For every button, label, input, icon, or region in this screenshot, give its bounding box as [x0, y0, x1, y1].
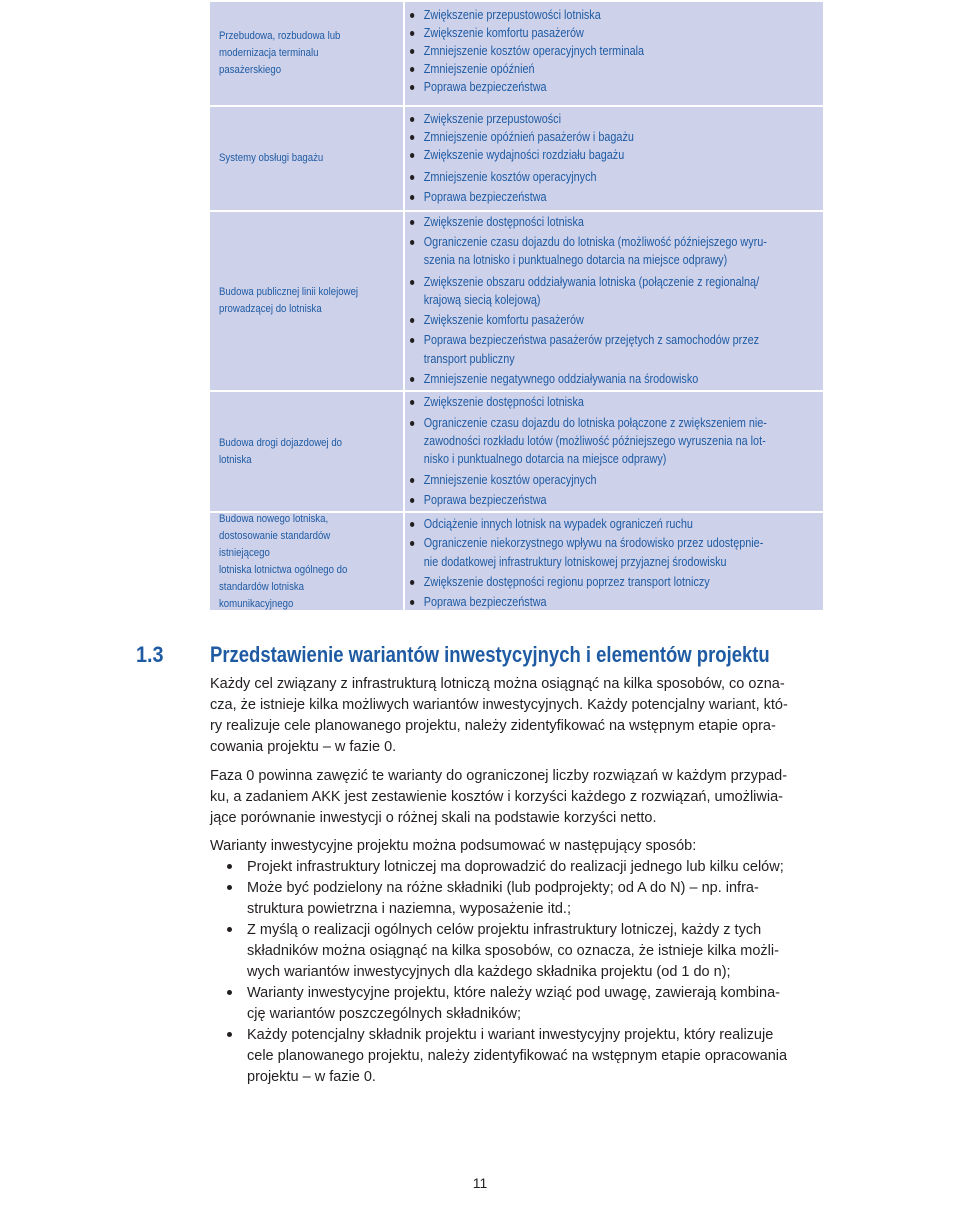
bullet-icon — [227, 990, 232, 995]
bullet-icon — [227, 1032, 232, 1037]
bullet-icon — [410, 67, 414, 72]
bullet-icon — [410, 478, 414, 483]
row-label-line: dostosowanie standardów istniejącego — [219, 529, 331, 559]
text-line: Może być podzielony na różne składniki (lub podprojekty; od A do N) – np. infra- — [247, 880, 759, 896]
text-line: Każdy potencjalny składnik projektu i wariant inwestycyjny projektu, który realizuje — [247, 1027, 774, 1043]
text-line: ku, a zadaniem AKK jest zestawienie kosztów i korzyści każdego z rozwiązań, umożliwia- — [210, 789, 783, 805]
table-row: Budowa publicznej linii kolejowej prowadzącej do lotniska Zwiększenie dostępności lotniska Ograniczenie czasu dojazdu do lotniska (możliwość późniejszego wyru- szenia na lotnisko i punktualnego dotarcia na miejsce odprawy) Zwiększenie obszaru oddziaływania lotniska (połączenie z regionalną/ krajową siecią kolejową) Zwiększenie komfortu pasażerów Poprawa bezpieczeństwa pasażerów przejętych z samochodów przez transport publiczny Zmniejszenie negatywnego oddziaływania na środowisko — [210, 210, 823, 390]
bullet-icon — [410, 195, 414, 200]
row-label-line: Przebudowa, rozbudowa lub — [219, 30, 341, 42]
row-label-cell — [219, 2, 401, 105]
bullet-icon — [410, 49, 414, 54]
page-number: 11 — [472, 1175, 488, 1191]
row-label-line: Budowa nowego lotniska, — [219, 512, 329, 525]
row-label-cell — [219, 392, 401, 511]
bullet-icon — [410, 377, 414, 382]
text-line: Faza 0 powinna zawęzić te warianty do ograniczonej liczby rozwiązań w każdym przypad- — [210, 768, 788, 784]
text-line: Każdy cel związany z infrastrukturą lotniczą można osiągnąć na kilka sposobów, co ozna- — [210, 676, 785, 692]
row-label-line: Budowa drogi dojazdowej do lotniska — [219, 436, 343, 466]
row-label-line: modernizacja terminalu pasażerskiego — [219, 47, 319, 76]
bullet-icon — [410, 318, 414, 323]
bullet-icon — [227, 927, 232, 932]
bullet-icon — [410, 117, 414, 122]
bullet-icon — [410, 220, 414, 225]
column-divider — [403, 392, 405, 511]
row-label-line: lotniska lotnictwa ogólnego do — [219, 563, 348, 576]
text-line: projektu – w fazie 0. — [247, 1069, 376, 1085]
objectives-table — [210, 2, 823, 610]
text-line: Projekt infrastruktury lotniczej ma doprowadzić do realizacji jednego lub kilku celów; — [247, 859, 784, 875]
bullet-icon — [410, 153, 414, 158]
text-line: jące porównanie inwestycji o różnej skali na podstawie korzyści netto. — [210, 810, 657, 826]
paragraph-3: Warianty inwestycyjne projektu można podsumować w następujący sposób: — [210, 838, 697, 854]
column-divider — [403, 513, 405, 610]
text-line: Warianty inwestycyjne projektu, które należy wziąć pod uwagę, zawierają kombina- — [247, 985, 780, 1001]
bullet-icon — [410, 13, 414, 18]
row-label — [219, 511, 376, 613]
bullet-icon — [227, 885, 232, 890]
text-line: Z myślą o realizacji ogólnych celów projektu infrastruktury lotniczej, każdy z tych — [247, 922, 762, 938]
bullet-icon — [410, 338, 414, 343]
column-divider — [403, 212, 405, 390]
text-line: cza, że istnieje kilka możliwych wariantów inwestycyjnych. Każdy potencjalny wariant, któ- — [210, 697, 788, 713]
table-row: Budowa nowego lotniska, dostosowanie standardów istniejącego lotniska lotnictwa ogólnego do standardów lotniska komunikacyjnego Odciążenie innych lotnisk na wypadek ograniczeń ruchu Ograniczenie niekorzystnego wpływu na środowisko przez udostępnie- nie dodatkowej infrastruktury lotniskowej przyjaznej środowisku Zwiększenie dostępności regionu poprzez transport lotniczy Poprawa bezpieczeństwa — [210, 511, 823, 610]
bullet-icon — [410, 175, 414, 180]
column-divider — [403, 107, 405, 210]
row-label — [219, 28, 376, 79]
table-row: Systemy obsługi bagażu Zwiększenie przepustowości Zmniejszenie opóźnień pasażerów i bagażu Zwiększenie wydajności rozdziału bagażu Zmniejszenie kosztów operacyjnych Poprawa bezpieczeństwa — [210, 105, 823, 210]
row-label — [219, 150, 376, 167]
bullet-icon — [410, 135, 414, 140]
row-label-line: Budowa publicznej linii kolejowej — [219, 286, 359, 298]
bullet-icon — [410, 541, 414, 546]
bullet-icon — [410, 580, 414, 585]
text-line: ry realizuje cele planowanego projektu, należy zidentyfikować na wstępnym etapie opra- — [210, 718, 776, 734]
text-line: składników można osiągnąć na kilka sposobów, co oznacza, że istnieje kilka możli- — [247, 943, 779, 959]
row-label-line: standardów lotniska komunikacyjnego — [219, 580, 305, 610]
table-row: Przebudowa, rozbudowa lub modernizacja terminalu pasażerskiego Zwiększenie przepustowości lotniska Zwiększenie komfortu pasażerów Zmniejszenie kosztów operacyjnych terminala Zmniejszenie opóźnień Poprawa bezpieczeństwa — [210, 2, 823, 105]
row-label-cell — [219, 513, 401, 610]
bullet-icon — [410, 85, 414, 90]
row-label-line: prowadzącej do lotniska — [219, 303, 322, 315]
row-label-cell — [219, 212, 401, 390]
section-title: Przedstawienie wariantów inwestycyjnych i elementów projektu — [210, 642, 770, 667]
section-number: 1.3 — [136, 642, 164, 667]
bullet-icon — [410, 280, 414, 285]
bullet-icon — [227, 864, 232, 869]
text-line: cowania projektu – w fazie 0. — [210, 739, 397, 755]
bullet-icon — [410, 421, 414, 426]
bullet-icon — [410, 600, 414, 605]
bullet-icon — [410, 400, 414, 405]
bullet-icon — [410, 498, 414, 503]
text-line: cele planowanego projektu, należy zidentyfikować na wstępnym etapie opracowania — [247, 1048, 788, 1064]
row-label-cell — [219, 107, 401, 210]
text-line: struktura powietrzna i naziemna, wyposażenie itd.; — [247, 901, 571, 917]
table-row: Budowa drogi dojazdowej do lotniska Zwiększenie dostępności lotniska Ograniczenie czasu dojazdu do lotniska połączone z zwiększeniem nie- zawodności rozkładu lotów (możliwość późniejszego wyruszenia na lot- nisko i punktualnego dotarcia na miejsce odprawy) Zmniejszenie kosztów operacyjnych Poprawa bezpieczeństwa — [210, 390, 823, 511]
row-label — [219, 284, 376, 318]
bullet-icon — [410, 240, 414, 245]
row-label-line: Systemy obsługi bagażu — [219, 152, 324, 164]
row-label — [219, 435, 376, 469]
text-line: wych wariantów inwestycyjnych dla każdego składnika projektu (od 1 do n); — [247, 964, 731, 980]
column-divider — [403, 2, 405, 105]
bullet-icon — [410, 31, 414, 36]
text-line: cję wariantów poszczególnych składników; — [247, 1006, 522, 1022]
bullet-icon — [410, 522, 414, 527]
